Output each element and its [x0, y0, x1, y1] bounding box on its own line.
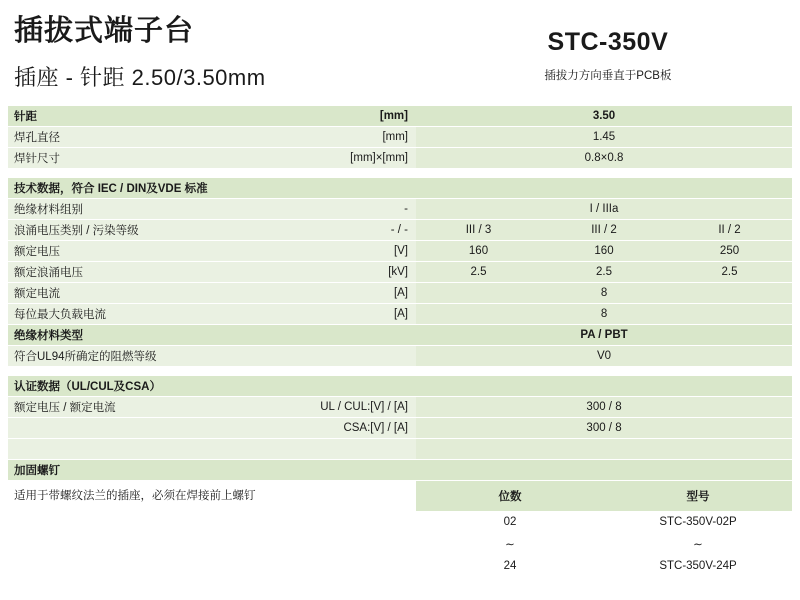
spec-label: 浪涌电压类别 / 污染等级: [8, 220, 224, 241]
order-table-cell: 02: [416, 511, 604, 533]
screw-note: 适用于带螺纹法兰的插座，必须在焊接前上螺钉: [14, 490, 256, 503]
spec-unit: [224, 460, 416, 481]
spec-unit: [224, 346, 416, 367]
spec-value: 250: [667, 241, 792, 262]
spec-unit: CSA:[V] / [A]: [224, 418, 416, 439]
spec-value: [416, 460, 792, 481]
spec-value: 160: [416, 241, 541, 262]
spec-unit: -: [224, 199, 416, 220]
spec-label: 额定电流: [8, 283, 224, 304]
spec-label: 技术数据，符合 IEC / DIN及VDE 标准: [8, 178, 224, 199]
spec-row: [8, 127, 792, 148]
spec-row: [8, 199, 792, 220]
spec-value: 2.5: [541, 262, 667, 283]
spec-label: 加固螺钉: [8, 460, 224, 481]
spec-row: [8, 220, 792, 241]
spec-label: 焊针尺寸: [8, 148, 224, 169]
spec-unit: [224, 178, 416, 199]
spec-label: 符合UL94所确定的阻燃等级: [8, 346, 224, 367]
table-row: [416, 533, 792, 555]
spec-value: 300 / 8: [416, 397, 792, 418]
spec-value: 0.8×0.8: [416, 148, 792, 169]
order-table-cell: STC-350V-02P: [604, 511, 792, 533]
spec-value: III / 2: [541, 220, 667, 241]
table-spacer: [8, 169, 792, 178]
spec-value: [416, 178, 792, 199]
specification-table: [8, 106, 792, 482]
spec-unit: [A]: [224, 283, 416, 304]
spec-label: [8, 418, 224, 439]
spec-label: 焊孔直径: [8, 127, 224, 148]
order-table-cell: ∼: [416, 533, 604, 555]
spec-unit: - / -: [224, 220, 416, 241]
order-table-header-cell: 型号: [604, 481, 792, 511]
spec-label: 绝缘材料类型: [8, 325, 224, 346]
order-table-cell: STC-350V-24P: [604, 555, 792, 577]
spec-row: [8, 418, 792, 439]
spec-section-row: [8, 106, 792, 127]
spec-unit: [224, 325, 416, 346]
bottom-section: [8, 481, 792, 578]
spacer-cell: [8, 367, 792, 376]
spec-row: [8, 283, 792, 304]
model-note: 插拔力方向垂直于PCB板: [544, 70, 672, 82]
spec-label: 额定浪涌电压: [8, 262, 224, 283]
spec-unit: [mm]×[mm]: [224, 148, 416, 169]
spec-label: 额定电压: [8, 241, 224, 262]
table-row: [416, 511, 792, 533]
order-table-header-cell: 位数: [416, 481, 604, 511]
order-table-header-row: [416, 481, 792, 511]
spec-row: [8, 262, 792, 283]
spec-value: V0: [416, 346, 792, 367]
page-subtitle: 插座 - 针距 2.50/3.50mm: [14, 64, 266, 90]
spec-section-row: [8, 178, 792, 199]
spec-unit: [V]: [224, 241, 416, 262]
order-table: [416, 481, 792, 578]
table-row: [416, 555, 792, 577]
spec-value: PA / PBT: [416, 325, 792, 346]
spec-value: 2.5: [416, 262, 541, 283]
spec-label: 针距: [8, 106, 224, 127]
spec-label: 绝缘材料组别: [8, 199, 224, 220]
spec-value: 160: [541, 241, 667, 262]
spec-label: 每位最大负载电流: [8, 304, 224, 325]
spec-value: I / IIIa: [416, 199, 792, 220]
spec-row: [8, 148, 792, 169]
header-left: [8, 10, 424, 92]
spec-row: [8, 397, 792, 418]
page-title: 插拔式端子台: [14, 15, 195, 47]
spec-unit: UL / CUL:[V] / [A]: [224, 397, 416, 418]
model-number: STC-350V: [547, 28, 669, 56]
spec-unit: [mm]: [224, 106, 416, 127]
spec-value: [416, 376, 792, 397]
spec-row: [8, 304, 792, 325]
screw-note-block: [8, 481, 416, 578]
spec-unit: [A]: [224, 304, 416, 325]
spec-value: 1.45: [416, 127, 792, 148]
page-header: [0, 0, 800, 92]
spec-row: [8, 241, 792, 262]
spec-unit: [224, 439, 416, 460]
spec-value: [416, 439, 792, 460]
spec-value: 8: [416, 283, 792, 304]
spacer-cell: [8, 169, 792, 178]
spec-value: 8: [416, 304, 792, 325]
spec-value: II / 2: [667, 220, 792, 241]
spec-section-row: [8, 460, 792, 481]
spec-unit: [224, 376, 416, 397]
order-table-cell: 24: [416, 555, 604, 577]
spec-value: 300 / 8: [416, 418, 792, 439]
table-spacer: [8, 367, 792, 376]
header-right: [424, 10, 792, 83]
order-table-cell: ∼: [604, 533, 792, 555]
spec-value: 3.50: [416, 106, 792, 127]
spec-section-row: [8, 325, 792, 346]
spec-value: 2.5: [667, 262, 792, 283]
table-blank-row: [8, 439, 792, 460]
spec-unit: [mm]: [224, 127, 416, 148]
spec-label: 认证数据（UL/CUL及CSA）: [8, 376, 224, 397]
spec-value: III / 3: [416, 220, 541, 241]
spec-unit: [kV]: [224, 262, 416, 283]
spec-label: 额定电压 / 额定电流: [8, 397, 224, 418]
spec-section-row: [8, 376, 792, 397]
spec-row: [8, 346, 792, 367]
spec-label: [8, 439, 224, 460]
